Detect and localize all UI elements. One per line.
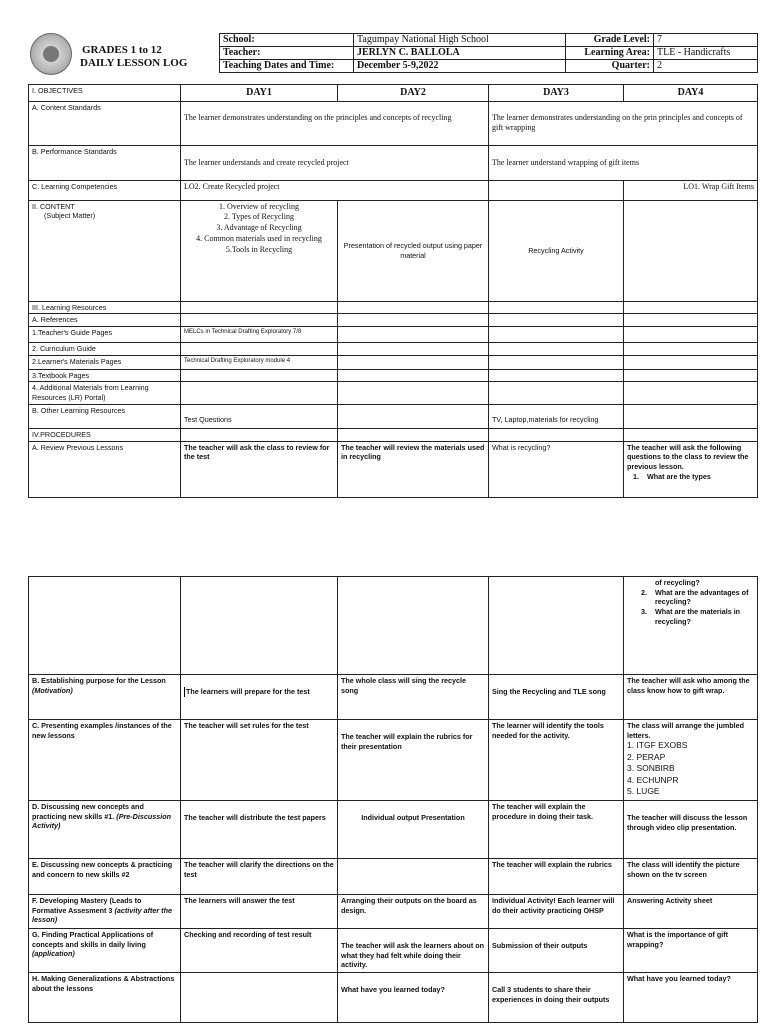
applications-day3: Submission of their outputs: [489, 929, 624, 973]
learning-resources-label: III. Learning Resources: [29, 301, 181, 314]
day2-header: DAY2: [338, 85, 489, 102]
performance-standards-day1: The learner understands and create recycled project: [181, 145, 489, 180]
content-standards-label: A. Content Standards: [29, 101, 181, 145]
review-day4-continued: [624, 577, 758, 675]
objectives-heading: I. OBJECTIVES: [29, 85, 181, 102]
establishing-purpose-label: B. Establishing purpose for the Lesson (Motivation): [29, 675, 181, 720]
subject-matter-label: (Subject Matter): [44, 211, 96, 221]
teachers-guide-label: 1.Teacher's Guide Pages: [29, 326, 181, 342]
other-resources-day1: Test Questions: [181, 404, 338, 428]
content-standards-day3: The learner demonstrates understanding on the prin principles and concepts of gift wrapping: [489, 101, 758, 145]
purpose-day4: The teacher will ask who among the class know how to gift wrap.: [624, 675, 758, 720]
presenting-examples-label: C. Presenting examples /instances of the new lessons: [29, 720, 181, 801]
examples-day1: The teacher will set rules for the test: [181, 720, 338, 801]
lesson-table-part2: [28, 576, 758, 1023]
examples-day2: The teacher will explain the rubrics for their presentation: [338, 720, 489, 801]
title-line2: DAILY LESSON LOG: [80, 57, 188, 69]
generalizations-day2: What have you learned today?: [338, 973, 489, 1023]
other-resources-day3: TV, Laptop,materials for recycling: [489, 404, 624, 428]
title-line1: GRADES 1 to 12: [82, 44, 162, 56]
content-day1-item1: 1. Overview of recycling: [219, 201, 299, 211]
mastery-day1: The learners will answer the test: [181, 895, 338, 929]
purpose-day1: The learners will prepare for the test: [181, 675, 338, 720]
learning-competencies-day1: LO2. Create Recycled project: [181, 180, 489, 200]
examples-day4: [624, 720, 758, 801]
review-day4-q1-cont: of recycling?: [655, 578, 700, 587]
document-title: [80, 44, 187, 70]
purpose-day2: The whole class will sing the recycle song: [338, 675, 489, 720]
other-resources-label: B. Other Learning Resources: [29, 404, 181, 428]
teachers-guide-day1: MELCs in Technical Drafting Exploratory 7/8: [181, 326, 338, 342]
school-value: Tagumpay National High School: [354, 34, 566, 47]
mastery-day2: Arranging their outputs on the board as design.: [338, 895, 489, 929]
purpose-day3: Sing the Recycling and TLE song: [489, 675, 624, 720]
review-day3: What is recycling?: [489, 441, 624, 497]
teacher-label: Teacher:: [220, 47, 354, 60]
learning-area-value: TLE - Handicrafts: [654, 47, 758, 60]
concepts2-day4: The class will identify the picture shown on the tv screen: [624, 859, 758, 895]
jumbled-word-2: 2. PERAP: [627, 751, 666, 762]
learning-competencies-label: C. Learning Competencies: [29, 180, 181, 200]
day1-header: DAY1: [181, 85, 338, 102]
quarter-value: 2: [654, 60, 758, 73]
learning-area-label: Learning Area:: [566, 47, 654, 60]
mastery-day4: Answering Activity sheet: [624, 895, 758, 929]
examples-day3: The learner will identify the tools needed for the activity.: [489, 720, 624, 801]
concepts1-day3: The teacher will explain the procedure in doing their task.: [489, 801, 624, 859]
page-two: [0, 576, 768, 1024]
discussing-concepts-2-label: E. Discussing new concepts & practicing and concern to new skills #2: [29, 859, 181, 895]
jumbled-word-1: 1. ITGF EXOBS: [627, 740, 688, 751]
content-standards-day1: The learner demonstrates understanding on the principles and concepts of recycling: [181, 101, 489, 145]
applications-day1: Checking and recording of test result: [181, 929, 338, 973]
curriculum-guide-label: 2. Curriculum Guide: [29, 342, 181, 355]
concepts2-day1: The teacher will clarify the directions on the test: [181, 859, 338, 895]
content-day3: Recycling Activity: [489, 200, 624, 301]
teacher-value: JERLYN C. BALLOLA: [354, 47, 566, 60]
generalizations-label: H. Making Generalizations & Abstractions about the lessons: [29, 973, 181, 1023]
procedures-label: IV.PROCEDURES: [29, 428, 181, 441]
content-heading: II. CONTENT: [32, 201, 75, 211]
grade-level-label: Grade Level:: [566, 34, 654, 47]
practical-applications-label: G. Finding Practical Applications of concepts and skills in daily living (application): [29, 929, 181, 973]
dates-label: Teaching Dates and Time:: [220, 60, 354, 73]
deped-seal-logo: [30, 33, 72, 75]
generalizations-day3: Call 3 students to share their experiences in doing their outputs: [489, 973, 624, 1023]
concepts1-day1: The teacher will distribute the test papers: [181, 801, 338, 859]
learning-competencies-day3: [489, 180, 624, 200]
performance-standards-day3: The learner understand wrapping of gift items: [489, 145, 758, 180]
applications-day2: The teacher will ask the learners about on what they had felt while doing their activity.: [338, 929, 489, 973]
review-day4: [624, 441, 758, 497]
learners-materials-day1: Technical Drafting Exploratory module 4: [181, 355, 338, 369]
text-cursor: [184, 687, 185, 697]
concepts1-day2: Individual output Presentation: [338, 801, 489, 859]
developing-mastery-label: F. Developing Mastery (Leads to Formative Assesment 3 (activity after the lesson): [29, 895, 181, 929]
header-table: [219, 33, 758, 73]
jumbled-word-3: 3. SONBIRB: [627, 763, 675, 774]
quarter-label: Quarter:: [566, 60, 654, 73]
content-label: [29, 200, 181, 301]
jumbled-word-5: 5. LUGE: [627, 786, 660, 797]
dates-value: December 5-9,2022: [354, 60, 566, 73]
content-day1-item2: 2. Types of Recycling: [224, 212, 294, 222]
content-day4: [624, 200, 758, 301]
applications-day4: What is the importance of gift wrapping?: [624, 929, 758, 973]
review-day4-intro: The teacher will ask the following questions to the class to review the previous lesson.: [627, 442, 749, 471]
page-one: [0, 0, 768, 500]
review-day4-q2: 2. What are the advantages of recycling?: [649, 588, 754, 607]
grade-level-value: 7: [654, 34, 758, 47]
review-day2: The teacher will review the materials used in recycling: [338, 441, 489, 497]
day4-header: DAY4: [624, 85, 758, 102]
references-label: A. References: [29, 314, 181, 327]
school-label: School:: [220, 34, 354, 47]
content-day1-item5: 5.Tools in Recycling: [225, 244, 293, 254]
day3-header: DAY3: [489, 85, 624, 102]
jumbled-word-4: 4. ECHUNPR: [627, 774, 679, 785]
concepts2-day3: The teacher will explain the rubrics: [489, 859, 624, 895]
examples-day4-intro: The class will arrange the jumbled letters.: [627, 721, 745, 740]
additional-materials-label: 4. Additional Materials from Learning Resources (LR) Portal): [29, 382, 181, 404]
review-day1: The teacher will ask the class to review for the test: [181, 441, 338, 497]
review-day4-q1: 1. What are the types: [633, 471, 711, 481]
content-day1: [181, 200, 338, 301]
lesson-table-part1: [28, 84, 758, 498]
content-day1-item4: 4. Common materials used in recycling: [196, 233, 322, 243]
content-day2: Presentation of recycled output using paper material: [338, 200, 489, 301]
learners-materials-label: 2.Learner's Materials Pages: [29, 355, 181, 369]
discussing-concepts-1-label: D. Discussing new concepts and practicing new skills #1. (Pre-Discussion Activity): [29, 801, 181, 859]
generalizations-day4: What have you learned today?: [624, 973, 758, 1023]
review-day4-q3: 3. What are the materials in recycling?: [649, 607, 754, 626]
performance-standards-label: B. Performance Standards: [29, 145, 181, 180]
review-lessons-label: A. Review Previous Lessons: [29, 441, 181, 497]
mastery-day3: Individual Activity! Each learner will do their activity practicing OHSP: [489, 895, 624, 929]
concepts1-day4: The teacher will discuss the lesson through video clip presentation.: [624, 801, 758, 859]
learning-competencies-day4: LO1. Wrap Gift Items: [624, 180, 758, 200]
content-day1-item3: 3. Advantage of Recycling: [216, 223, 302, 233]
textbook-pages-label: 3.Textbook Pages: [29, 369, 181, 382]
